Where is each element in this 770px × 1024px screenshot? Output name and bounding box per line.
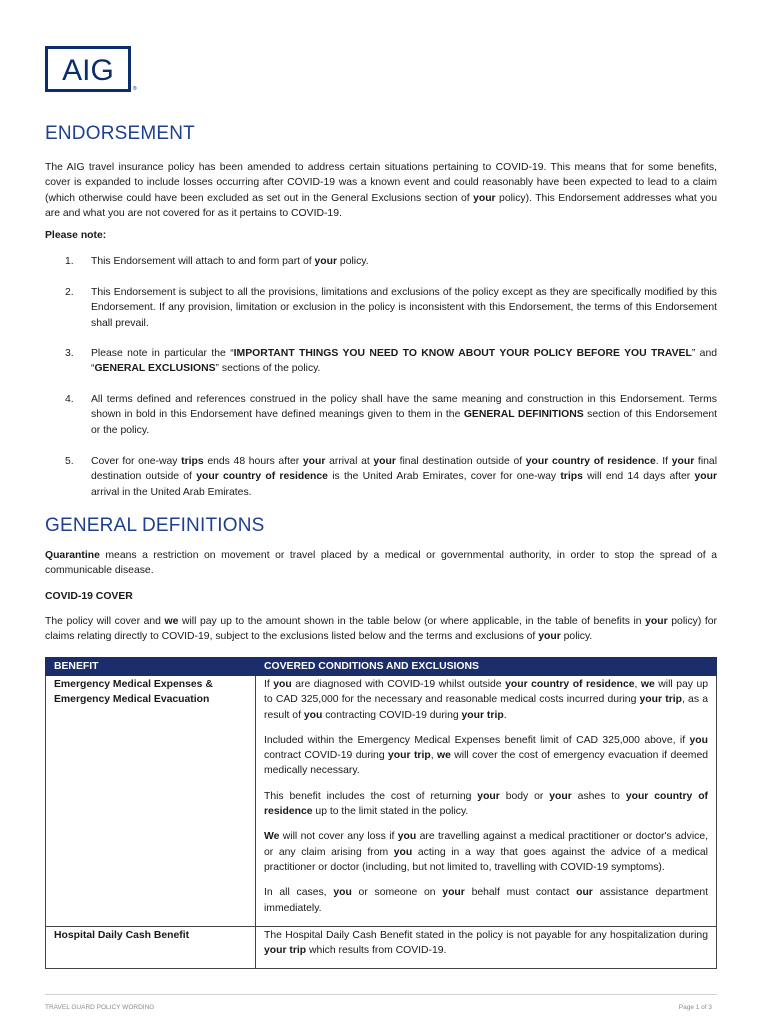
condition-paragraph: In all cases, you or someone on your behalf must contact our assistance department immediately.	[264, 887, 708, 914]
header-benefit: BENEFIT	[46, 658, 256, 676]
conditions-cell	[256, 926, 717, 969]
footer-document-name: TRAVEL GUARD POLICY WORDING	[45, 1004, 155, 1011]
covid-cover-heading: COVID-19 COVER	[45, 591, 133, 602]
list-item: 2. This Endorsement is subject to all the provisions, limitations and exclusions of the policy except as they are specifically modified by this Endorsement. If any provision, limitation or exclusion in the policy is inconsistent with this Endorsement, the terms of this Endorsement shall prevail.	[65, 287, 717, 329]
aig-logo-mark	[53, 52, 123, 86]
table-row	[46, 926, 717, 969]
registered-mark: ®	[133, 86, 137, 92]
list-item: 5. Cover for one-way trips ends 48 hours after your arrival at your final destination outside of your country of residence. If your final destination outside of your country of residence is the United Arab Emirates, cover for one-way trips will end 14 days after your arrival in the United Arab Emirates.	[65, 456, 718, 498]
condition-paragraph: Included within the Emergency Medical Expenses benefit limit of CAD 325,000 above, if you contract COVID-19 during your trip, we will cover the cost of emergency evacuation if deemed medically necessary.	[264, 734, 708, 777]
section-title-definitions: GENERAL DEFINITIONS	[45, 515, 265, 536]
benefit-cell: Emergency Medical Expenses & Emergency Medical Evacuation	[46, 676, 256, 927]
list-item: 3. Please note in particular the “IMPORTANT THINGS YOU NEED TO KNOW ABOUT YOUR POLICY BEFORE YOU TRAVEL” and “GENERAL EXCLUSIONS” sections of the policy.	[65, 348, 717, 375]
list-item: 4. All terms defined and references construed in the policy shall have the same meaning and construction in this Endorsement. Terms shown in bold in this Endorsement have defined meanings given to them in the GENERAL DEFINITIONS section of this Endorsement or the policy.	[65, 394, 718, 436]
condition-paragraph: If you are diagnosed with COVID-19 whilst outside your country of residence, we will pay up to CAD 325,000 for the necessary and reasonable medical costs incurred during your trip, as a result of you contracting COVID-19 during your trip.	[264, 679, 709, 721]
condition-paragraph: The Hospital Daily Cash Benefit stated in the policy is not payable for any hospitalization during your trip which results from COVID-19.	[264, 929, 708, 957]
header-conditions: COVERED CONDITIONS AND EXCLUSIONS	[256, 658, 717, 676]
footer-page-number: Page 1 of 3	[678, 1004, 712, 1011]
covid-cover-intro: The policy will cover and we will pay up to the amount shown in the table below (or where applicable, in the table of benefits in your policy) for claims relating directly to COVID-19, subject to the exclusions listed below and the terms and exclusions of your policy.	[45, 616, 717, 643]
table-header-row	[46, 658, 717, 676]
covid-benefit-table	[45, 657, 717, 969]
quarantine-definition: Quarantine means a restriction on movement or travel placed by a medical or governmental authority, in order to stop the spread of a communicable disease.	[45, 550, 717, 577]
benefit-cell: Hospital Daily Cash Benefit	[46, 926, 256, 969]
conditions-cell	[256, 676, 717, 927]
please-note-label: Please note:	[45, 230, 107, 241]
list-item: 1. This Endorsement will attach to and form part of your policy.	[65, 256, 369, 267]
endorsement-intro: The AIG travel insurance policy has been amended to address certain situations pertaining to COVID-19. This means that for some benefits, cover is expanded to include losses occurring after COVID-19 was a known event and could reasonably have been expected to lead to a claim (which otherwise could have been excluded as set out in the General Exclusions section of your policy). This Endorsement addresses what you are and what you are not covered for as it pertains to COVID-19.	[45, 162, 717, 219]
footer-divider	[45, 994, 717, 995]
condition-paragraph: We will not cover any loss if you are travelling against a medical practitioner or doctor's advice, or any claim arising from you acting in a way that goes against the advice of a medical practitioner or doctor (including, but not limited to, travelling with COVID-19 symptoms).	[264, 831, 708, 873]
aig-logo	[45, 46, 131, 92]
aig-logo-text: AIG	[62, 54, 114, 86]
condition-paragraph: This benefit includes the cost of returning your body or your ashes to your country of residence up to the limit stated in the policy.	[264, 790, 709, 818]
section-title-endorsement: ENDORSEMENT	[45, 123, 195, 144]
table-row	[46, 676, 717, 927]
